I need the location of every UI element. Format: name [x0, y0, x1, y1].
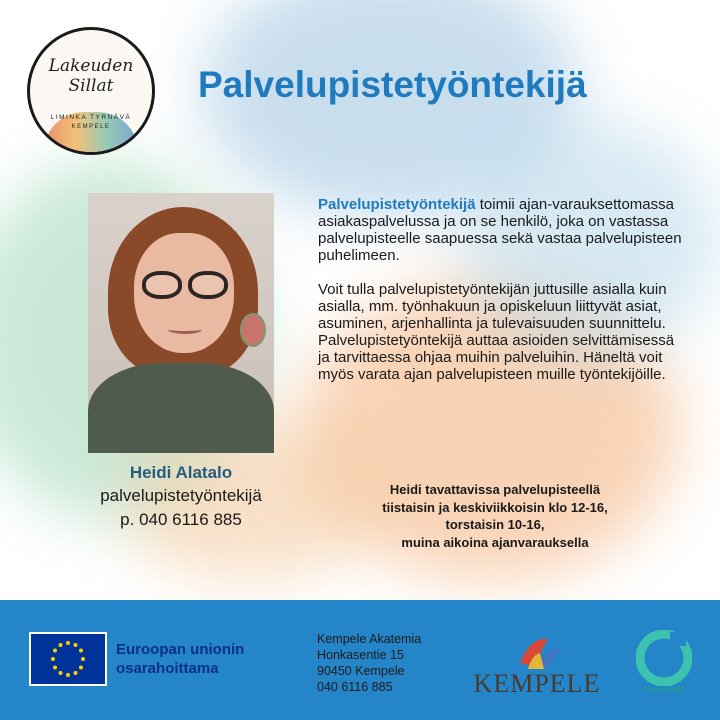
hours-line-2: tiistaisin ja keskiviikkoisin klo 12-16,: [382, 499, 608, 515]
ohjaamo-wordmark: OHJAAMO: [643, 685, 685, 694]
address-line-3: 90450 Kempele: [317, 664, 405, 678]
address-block: [317, 631, 421, 695]
kempele-wordmark: KEMPELE: [473, 669, 601, 698]
hours-line-4: muina aikoina ajanvarauksella: [401, 534, 589, 550]
description-paragraph-2: Voit tulla palvelupistetyöntekijän juttusille asialla kuin asialla, mm. työnhakuun ja opiskeluun liittyvät asiat, asuminen, arjenhallinta ja tulevaisuuden suunnittelu. Palvelupistetyöntekijä auttaa asioiden selvittämisessä ja tarvittaessa ohjaa muihin palveluihin. Häneltä voit myös varata ajan palvelupisteen muille työntekijöille.: [318, 281, 675, 383]
address-line-2: Honkasentie 15: [317, 648, 404, 662]
description-paragraph-1: [318, 196, 688, 264]
address-line-1: Kempele Akatemia: [317, 632, 422, 646]
person-role: palvelupistetyöntekijä: [100, 486, 262, 505]
logo-line2: Sillat: [68, 76, 114, 96]
ohjaamo-logo: [636, 630, 692, 700]
eu-funding-text: [116, 640, 244, 678]
ohjaamo-emblem-icon: [636, 630, 692, 686]
person-name: Heidi Alatalo: [129, 463, 233, 482]
person-phone: p. 040 6116 885: [120, 510, 242, 529]
logo-line1: Lakeuden: [48, 56, 134, 76]
hours-line-3: torstaisin 10-16,: [445, 517, 545, 532]
eu-flag-icon: [29, 632, 107, 686]
eu-stars-icon: [31, 634, 105, 684]
hours-line-1: Heidi tavattavissa palvelupisteellä: [389, 482, 601, 497]
page-title: Palvelupistetyöntekijä: [198, 64, 587, 105]
logo-town-kempele: KEMPELE: [71, 124, 111, 130]
lakeuden-sillat-logo: [27, 27, 155, 155]
logo-towns: LIMINKA TYRNÄVÄ: [50, 114, 132, 121]
eu-text-line-1: Euroopan unionin: [116, 641, 245, 658]
address-line-4: 040 6116 885: [317, 680, 393, 694]
description-p1-text: toimii ajan-varauksettomassa asiakaspalvelussa ja on se henkilö, joka on vastassa palvelupisteelle saapuessa sekä vastaa palvelupisteen puhelimeen.: [318, 196, 682, 264]
office-hours: [330, 481, 660, 551]
eu-text-line-2: osarahoittama: [116, 660, 219, 677]
description: [318, 196, 688, 400]
description-highlight: Palvelupistetyöntekijä: [318, 196, 476, 213]
portrait-photo: [88, 193, 274, 453]
kempele-emblem-icon: [470, 633, 604, 673]
kempele-logo: [470, 633, 604, 699]
